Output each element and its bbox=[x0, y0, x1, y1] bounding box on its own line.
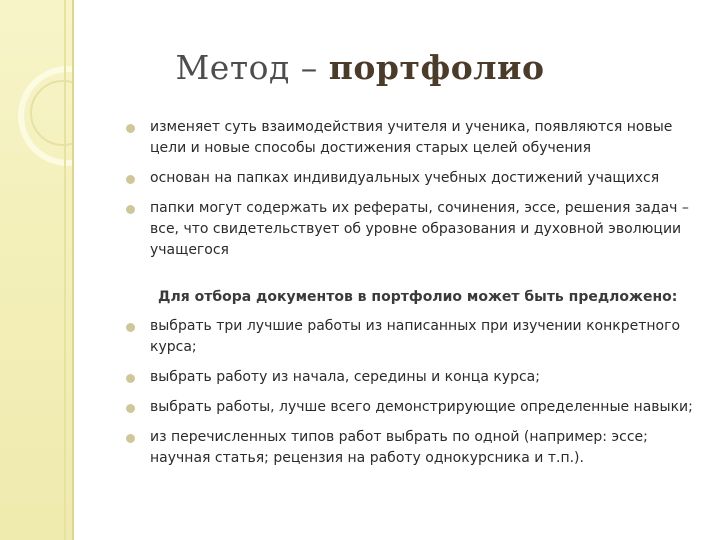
list-item bbox=[126, 397, 706, 418]
list-item bbox=[126, 168, 706, 189]
list-item bbox=[126, 367, 706, 388]
list-item-text: выбрать три лучшие работы из написанных при изучении конкретного курса; bbox=[150, 318, 681, 355]
bullet-dot-icon bbox=[126, 175, 135, 184]
list-item-text: из перечисленных типов работ выбрать по одной (например: эссе; научная статья; рецензия на работу однокурсника и т.п.). bbox=[150, 429, 648, 466]
slide-title bbox=[0, 48, 720, 87]
slide-content bbox=[126, 117, 706, 478]
list-item-text: папки могут содержать их рефераты, сочинения, эссе, решения задач – все, что свидетельствует об уровне образования и духовной эволюции учащегося bbox=[150, 200, 689, 258]
title-keyword: портфолио bbox=[328, 48, 545, 87]
list-item-text: основан на папках индивидуальных учебных достижений учащихся bbox=[150, 170, 660, 186]
list-item bbox=[126, 117, 706, 159]
section-subheading: Для отбора документов в портфолио может быть предложено: bbox=[158, 289, 678, 305]
bullet-dot-icon bbox=[126, 374, 135, 383]
bullet-dot-icon bbox=[126, 323, 135, 332]
list-item bbox=[126, 316, 706, 358]
bullet-dot-icon bbox=[126, 205, 135, 214]
bullet-dot-icon bbox=[126, 404, 135, 413]
bullet-dot-icon bbox=[126, 124, 135, 133]
list-item bbox=[126, 427, 706, 469]
title-prefix: Метод – bbox=[175, 48, 329, 87]
list-item-text: выбрать работу из начала, середины и конца курса; bbox=[150, 369, 540, 385]
bullet-dot-icon bbox=[126, 434, 135, 443]
list-item-text: изменяет суть взаимодействия учителя и ученика, появляются новые цели и новые способы достижения старых целей обучения bbox=[150, 119, 673, 156]
list-item-text: выбрать работы, лучше всего демонстрирующие определенные навыки; bbox=[150, 399, 693, 415]
list-item bbox=[126, 198, 706, 261]
